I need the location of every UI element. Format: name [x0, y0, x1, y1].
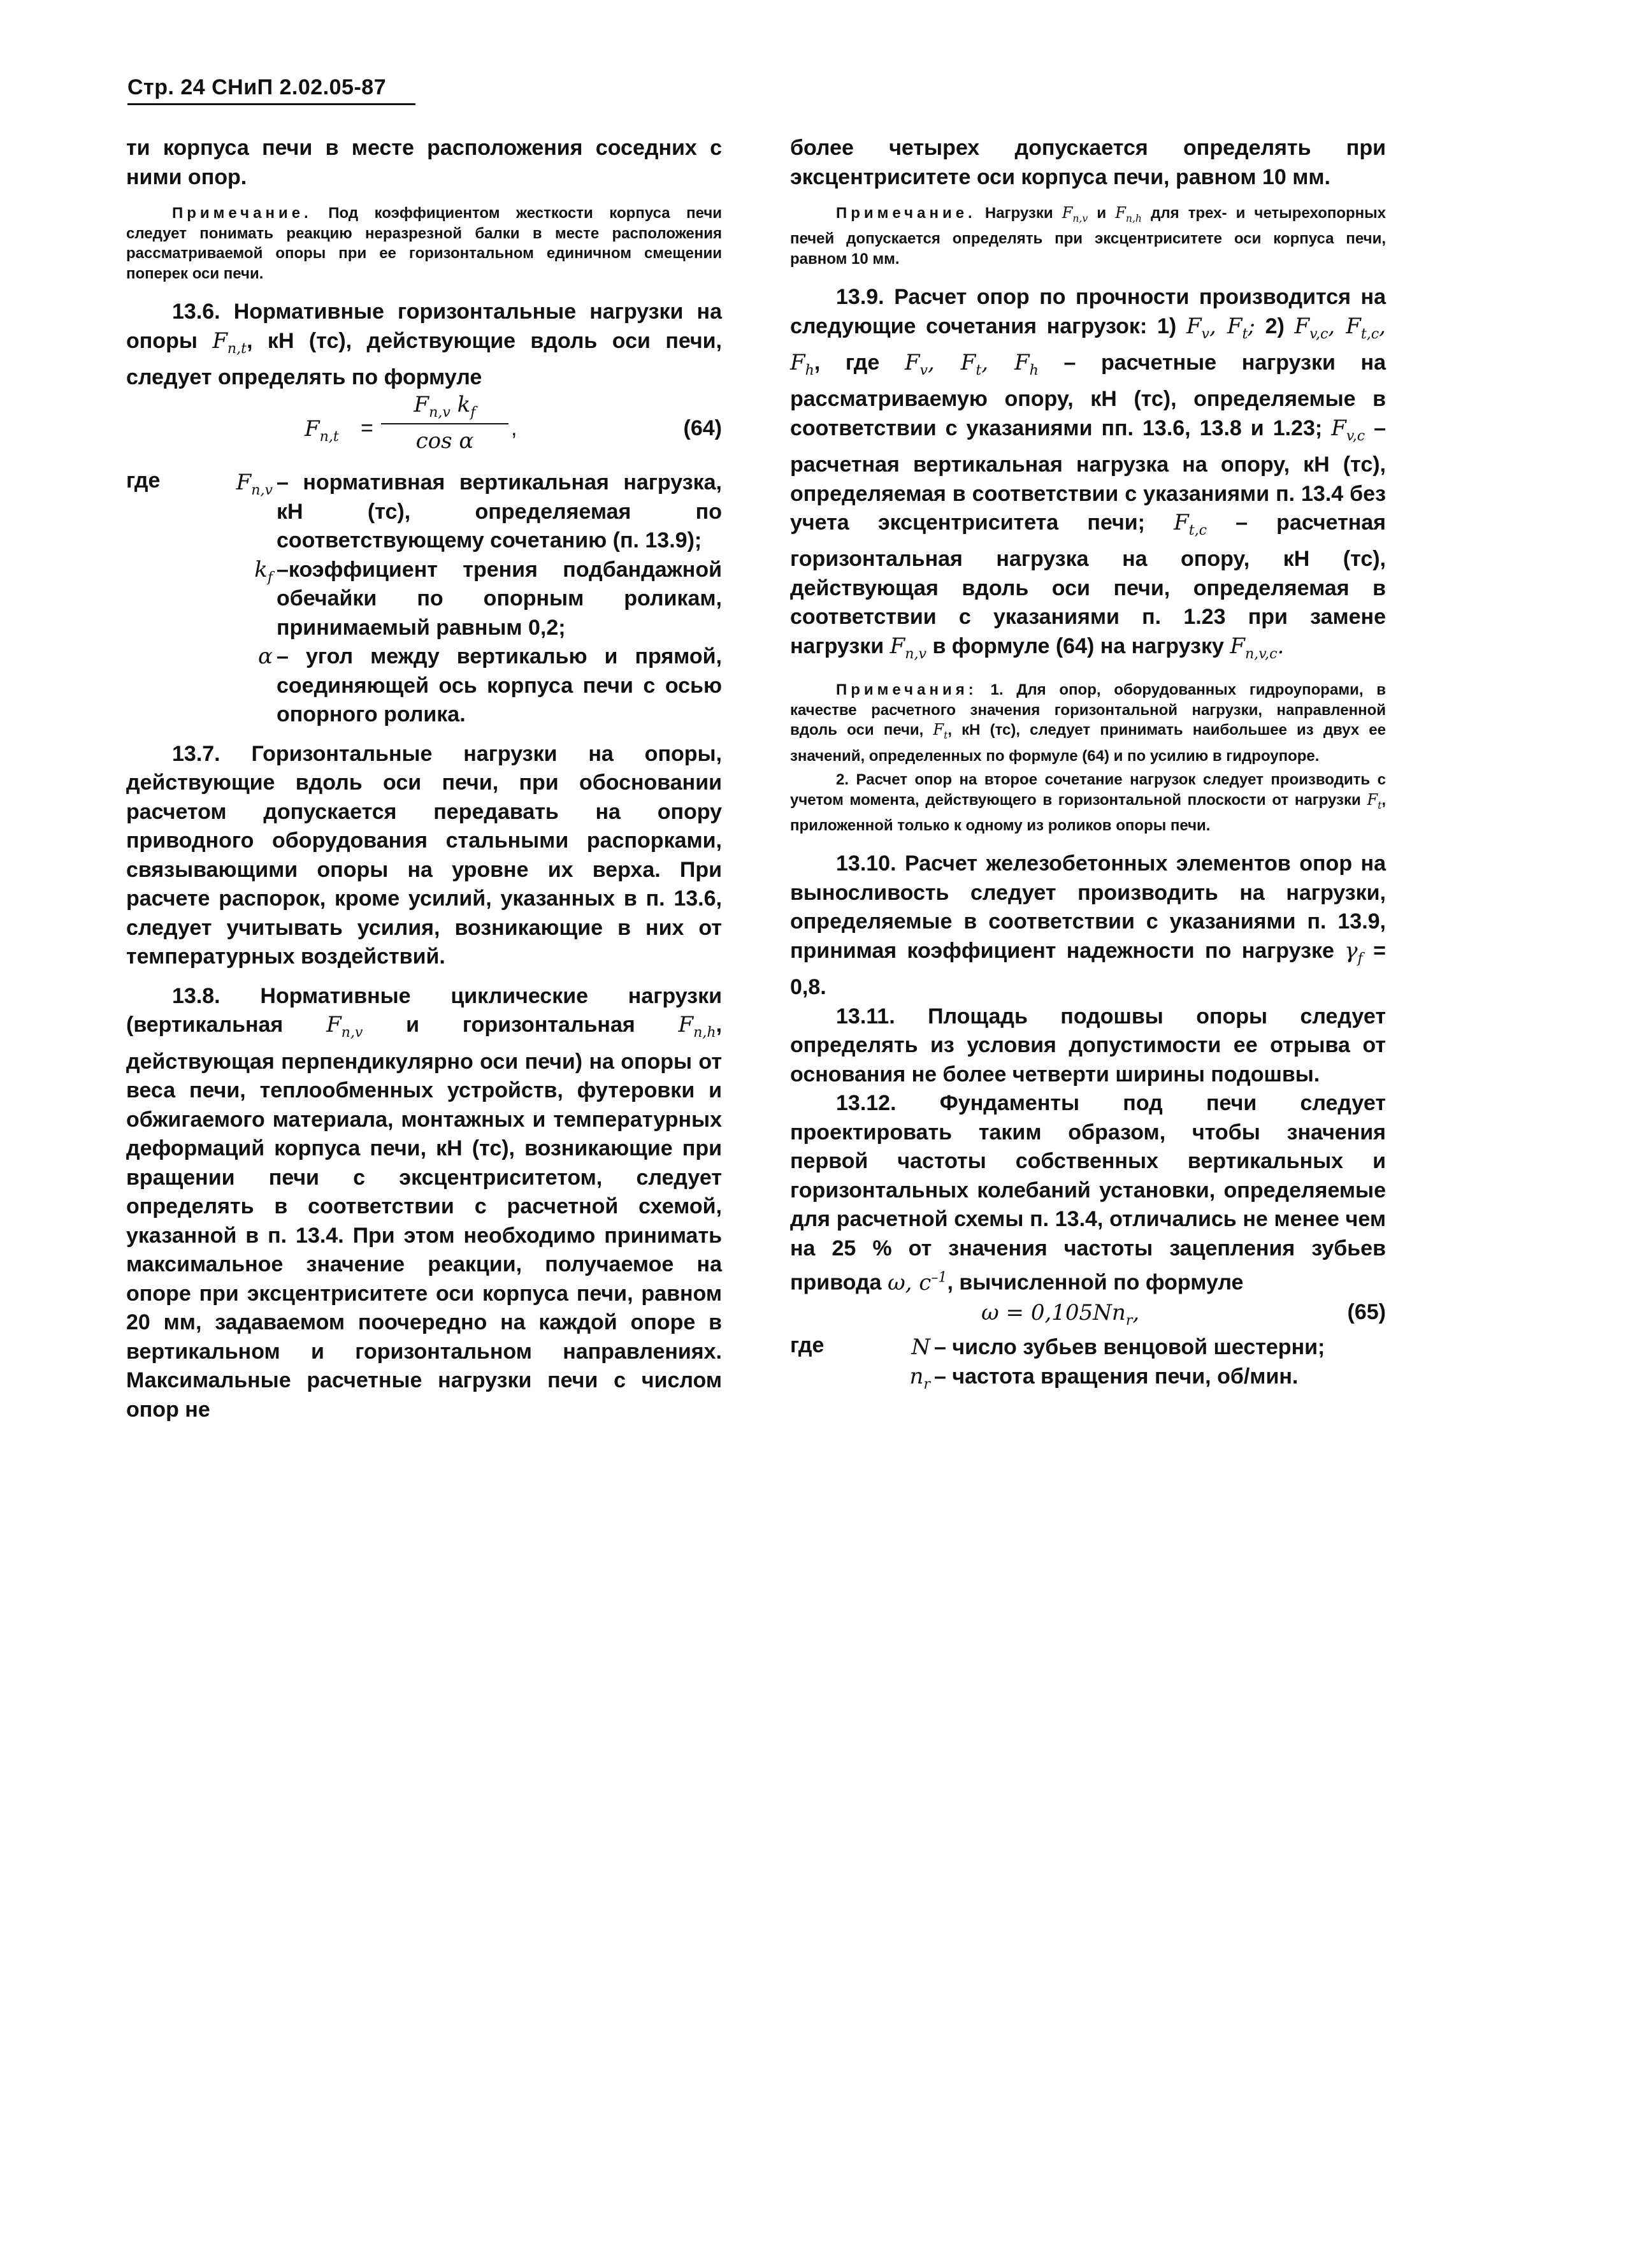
right-column: [790, 134, 1386, 1399]
formula-number: (65): [1347, 1300, 1386, 1324]
formula-65: $\omega = 0,105Nn_r$, (65): [981, 1300, 1386, 1329]
section-13-8: 13.8. Нормативные циклические нагрузки (вертикальная $F_{n,v}$ и горизонтальная $F_{n,h}$, действующая перпендикулярно оси печи) на опоры от веса печи, теплообменных устройств, футеровки и обжигаемого материала, монтажных и температурных деформаций корпуса печи, кН (тс), возникающие при вращении печи с эксцентриситетом, следует определять в соответствии с расчетной схемой, указанной в п. 13.4. При этом необходимо принимать максимальное значение реакции, получаемое на опоре при эксцентриситете оси корпуса печи, равном 20 мм, задаваемом поочередно на каждой опоре в вертикальном и горизонтальном направлениях. Максимальные расчетные нагрузки печи с числом опор не: [126, 983, 723, 1422]
note-2: Примечание. Нагрузки $F_{n,v}$ и $F_{n,h}$ для трех- и четырехопорных печей допускается определять при эксцентриситете оси корпуса печи, равном 10 мм.: [790, 204, 1387, 268]
paragraph-continuation: ти корпуса печи в месте расположения соседних с ними опор.: [126, 136, 722, 189]
header-rule: [127, 103, 415, 105]
definition-nr: $n_r$ – частота вращения печи, об/мин.: [909, 1363, 1299, 1392]
definition-alpha: α – угол между вертикалью и прямой, соединяющей ось корпуса печи с осью опорного ролика.: [258, 644, 722, 727]
section-13-12: 13.12. Фундаменты под печи следует проектировать таким образом, чтобы значения первой частоты собственных вертикальных и горизонтальных колебаний установки, определяемые для расчетной схемы п. 13.4, отличались не менее чем на 25 % от значения частоты зацепления зубьев привода ω, $c^{-1}$, вычисленной по формуле: [790, 1091, 1387, 1296]
definition-fnv: $F_{n,v}$ – нормативная вертикальная нагрузка, кН (тс), определяемая по соответствующему сочетанию (п. 13.9);: [236, 470, 722, 553]
formula-64: $F_{n,t}$ = $F_{n,v}$ $k_f$ cos α , (64): [305, 392, 722, 454]
note-3-1: Примечания: 1. Для опор, оборудованных гидроупорами, в качестве расчетного значения горизонтальной нагрузки, направленной вдоль оси печи, $F_t$, кН (тс), следует принимать наибольшее из двух ее значений, определенных по формуле (64) и по усилию в гидроупоре.: [790, 681, 1387, 765]
definitions-64: где $F_{n,v}$ – нормативная вертикальная нагрузка, кН (тс), определяемая по соответствующему сочетанию (п. 13.9); $k_f$ –коэффициент трения подбандажной обечайки по опорным роликам, принимаемый равным 0,2; α – угол между вертикалью и прямой, соединяющей ось корпуса печи с осью опорного ролика.: [126, 468, 722, 730]
section-13-10: 13.10. Расчет железобетонных элементов опор на выносливость следует производить на нагрузки, определяемые в соответствии с указаниями п. 13.9, принимая коэффициент надежности по нагрузке $\gamma_f = 0,8$.: [790, 851, 1386, 1000]
section-13-6: 13.6. Нормативные горизонтальные нагрузки на опоры $F_{n,t}$, кН (тс), действующие вдоль оси печи, следует определять по формуле: [126, 300, 722, 389]
paragraph-continuation-right: более четырех допускается определять при эксцентриситете оси корпуса печи, равном 10 мм.: [790, 136, 1386, 189]
definition-kf: $k_f$ –коэффициент трения подбандажной обечайки по опорным роликам, принимаемый равным 0,2;: [254, 556, 722, 640]
note-1: Примечание. Под коэффициентом жесткости корпуса печи следует понимать реакцию неразрезной балки в месте расположения рассматриваемой опоры при ее горизонтальном единичном смещении поперек оси печи.: [126, 205, 723, 282]
note-3-2: 2. Расчет опор на второе сочетание нагрузок следует производить с учетом момента, действующего в горизонтальной плоскости от нагрузки $F_t$, приложенной только к одному из роликов опоры печи.: [790, 771, 1387, 834]
section-13-7: 13.7. Горизонтальные нагрузки на опоры, действующие вдоль оси печи, при обосновании расчетом допускается передавать на опору приводного оборудования стальными распорками, связывающими опоры на уровне их верха. При расчете распорок, кроме усилий, указанных в п. 13.6, следует учитывать усилия, возникающие в них от температурных воздействий.: [126, 741, 722, 969]
left-column: [126, 134, 722, 1424]
definition-n: N – число зубьев венцовой шестерни;: [911, 1334, 1325, 1360]
section-13-9: 13.9. Расчет опор по прочности производится на следующие сочетания нагрузок: 1) $F_v$, $F_t$; 2) $F_{v,c}$, $F_{t,c}$, $F_h$, где $F_v$, $F_t$, $F_h$ – расчетные нагрузки на рассматриваемую опору, кН (тс), определяемые в соответствии с указаниями пп. 13.6, 13.8 и 1.23; $F_{v,c}$ – расчетная вертикальная нагрузка на опору, кН (тс), определяемая в соответствии с указаниями п. 13.4 без учета эксцентриситета печи; $F_{t,c}$ – расчетная горизонтальная нагрузка на опору, кН (тс), действующая вдоль оси печи, определяемая в соответствии с указаниями п. 1.23 при замене нагрузки $F_{n,v}$ в формуле (64) на нагрузку $F_{n,v,c}$.: [790, 285, 1387, 662]
formula-number: (64): [683, 416, 722, 441]
section-13-11: 13.11. Площадь подошвы опоры следует определять из условия допустимости ее отрыва от основания не более четверти ширины подошвы.: [790, 1004, 1387, 1087]
page-header: Стр. 24 СНиП 2.02.05-87: [127, 75, 387, 99]
definitions-65: где N – число зубьев венцовой шестерни; $n_r$ – частота вращения печи, об/мин.: [790, 1333, 1386, 1399]
